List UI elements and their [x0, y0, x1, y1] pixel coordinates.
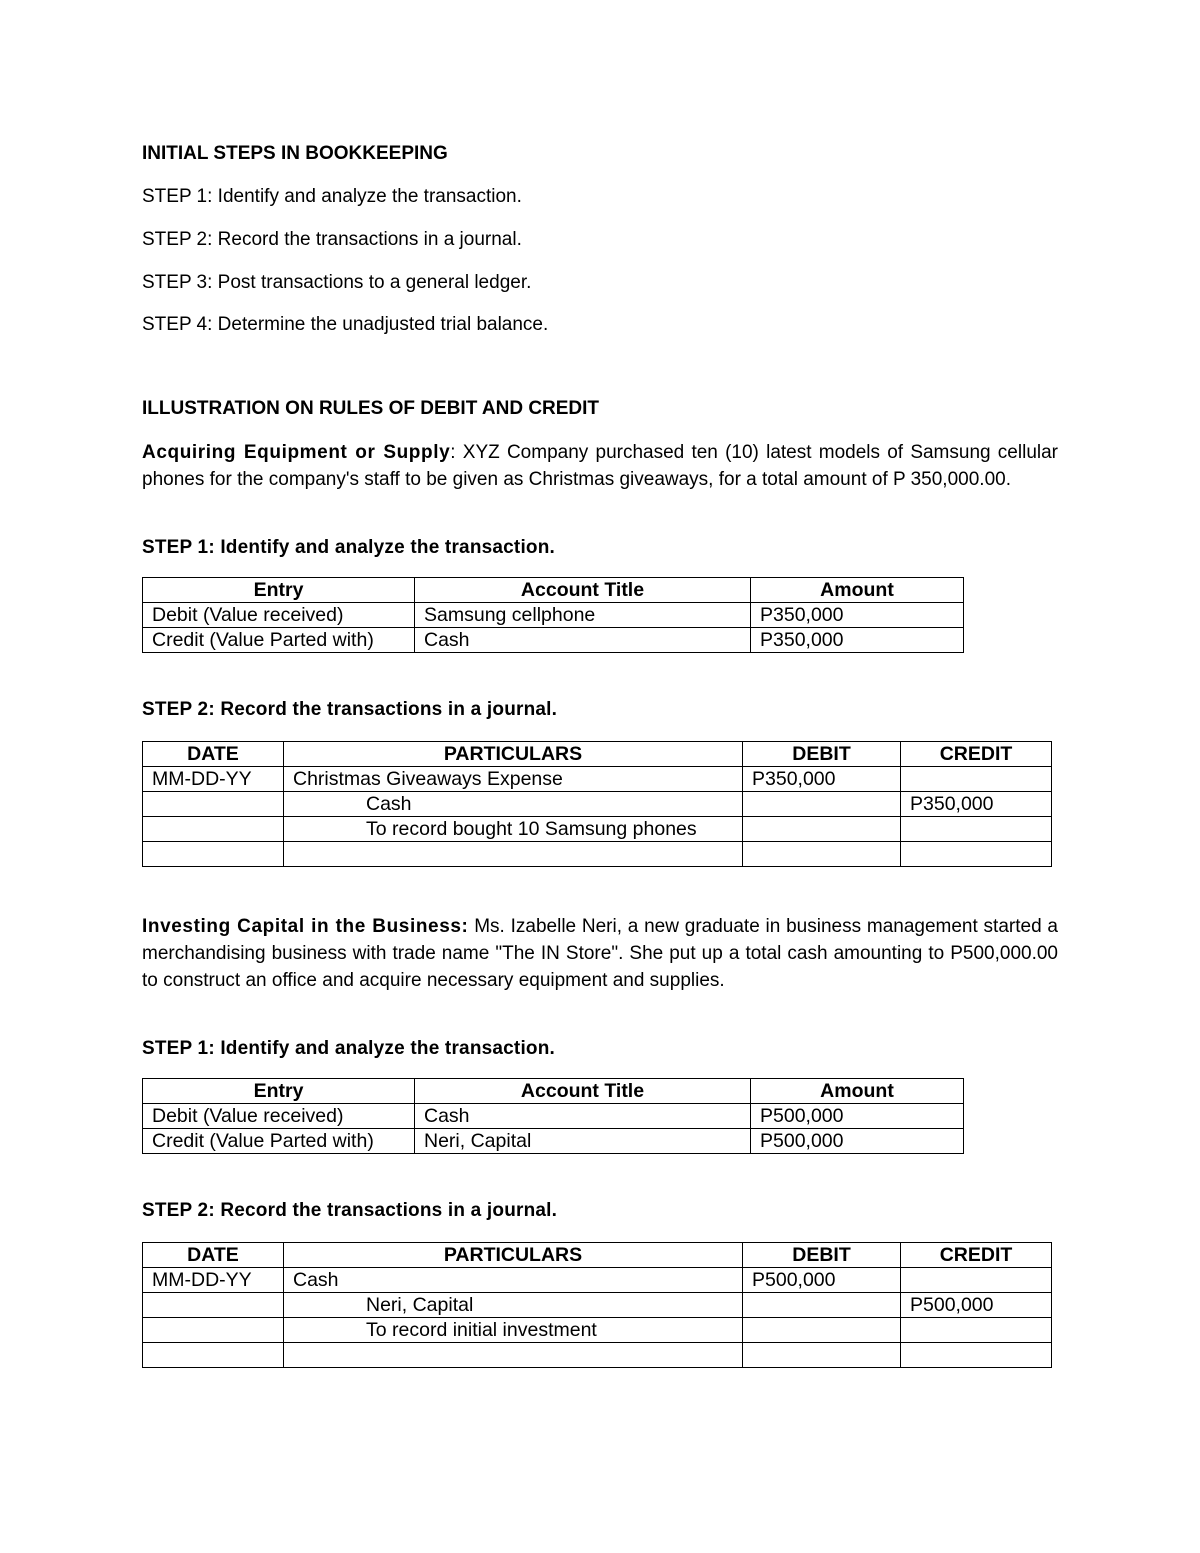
date-cell: [143, 842, 284, 867]
header-particulars: PARTICULARS: [284, 1243, 743, 1268]
table-row: [143, 817, 1052, 842]
step-line-4: STEP 4: Determine the unadjusted trial balance.: [142, 314, 549, 335]
header-debit: DEBIT: [743, 742, 901, 767]
date-cell: MM-DD-YY: [143, 1268, 284, 1293]
entry-cell: Credit (Value Parted with): [143, 1129, 415, 1154]
example1-label: Acquiring Equipment or Supply: [142, 442, 451, 463]
amount-cell: P500,000: [751, 1129, 964, 1154]
step-line-3: STEP 3: Post transactions to a general ledger.: [142, 272, 532, 293]
debit-cell: [743, 1318, 901, 1343]
header-account-title: Account Title: [415, 1079, 751, 1104]
table-row: [143, 1343, 1052, 1368]
header-date: DATE: [143, 742, 284, 767]
particulars-cell: Christmas Giveaways Expense: [284, 767, 743, 792]
credit-cell: [901, 767, 1052, 792]
credit-cell: [901, 842, 1052, 867]
step-line-1: STEP 1: Identify and analyze the transaction.: [142, 186, 522, 207]
debit-cell: [743, 842, 901, 867]
header-particulars: PARTICULARS: [284, 742, 743, 767]
table-row: [143, 1293, 1052, 1318]
debit-cell: [743, 1343, 901, 1368]
table-row: [143, 628, 964, 653]
debit-cell: P350,000: [743, 767, 901, 792]
credit-cell: [901, 817, 1052, 842]
example2-step2-title: STEP 2: Record the transactions in a journal.: [142, 1200, 558, 1221]
example1-step2-title: STEP 2: Record the transactions in a journal.: [142, 699, 558, 720]
credit-cell: [901, 1343, 1052, 1368]
header-credit: CREDIT: [901, 742, 1052, 767]
date-cell: [143, 1343, 284, 1368]
table-row: [143, 842, 1052, 867]
header-entry: Entry: [143, 578, 415, 603]
date-cell: [143, 792, 284, 817]
debit-cell: [743, 1293, 901, 1318]
table-header-row: [143, 1079, 964, 1104]
example1-step1-title: STEP 1: Identify and analyze the transaction.: [142, 537, 556, 558]
header-credit: CREDIT: [901, 1243, 1052, 1268]
amount-cell: P500,000: [751, 1104, 964, 1129]
table-row: [143, 792, 1052, 817]
particulars-cell: [284, 1343, 743, 1368]
credit-cell: [901, 1318, 1052, 1343]
header-date: DATE: [143, 1243, 284, 1268]
debit-cell: [743, 792, 901, 817]
header-account-title: Account Title: [415, 578, 751, 603]
account-cell: Neri, Capital: [415, 1129, 751, 1154]
particulars-cell: Neri, Capital: [284, 1293, 743, 1318]
table-row: [143, 767, 1052, 792]
step-line-2: STEP 2: Record the transactions in a journal.: [142, 229, 522, 250]
particulars-cell: Cash: [284, 792, 743, 817]
example2-paragraph: [142, 913, 1058, 994]
illustration-title: ILLUSTRATION ON RULES OF DEBIT AND CREDIT: [142, 398, 600, 419]
date-cell: [143, 1318, 284, 1343]
particulars-cell: [284, 842, 743, 867]
table-header-row: [143, 1243, 1052, 1268]
example1-text: : XYZ Company purchased ten (10) latest models of Samsung cellular phones for the company's staff to be given as Christmas giveaways, for a total amount of P 350,000.00.: [142, 442, 1059, 490]
example2-text: Ms. Izabelle Neri, a new graduate in business management started a merchandising business with trade name "The IN Store". She put up a total cash amounting to P500,000.00 to construct an office and acquire necessary equipment and supplies.: [142, 916, 1058, 991]
table-header-row: [143, 578, 964, 603]
entry-cell: Credit (Value Parted with): [143, 628, 415, 653]
debit-cell: P500,000: [743, 1268, 901, 1293]
date-cell: [143, 1293, 284, 1318]
table-header-row: [143, 742, 1052, 767]
header-amount: Amount: [751, 578, 964, 603]
particulars-cell: Cash: [284, 1268, 743, 1293]
page-title: INITIAL STEPS IN BOOKKEEPING: [142, 143, 448, 164]
account-cell: Cash: [415, 1104, 751, 1129]
header-amount: Amount: [751, 1079, 964, 1104]
example2-entry-table: [142, 1078, 964, 1154]
entry-cell: Debit (Value received): [143, 603, 415, 628]
example2-step1-title: STEP 1: Identify and analyze the transaction.: [142, 1038, 556, 1059]
header-entry: Entry: [143, 1079, 415, 1104]
table-row: [143, 1129, 964, 1154]
header-debit: DEBIT: [743, 1243, 901, 1268]
account-cell: Samsung cellphone: [415, 603, 751, 628]
credit-cell: [901, 1268, 1052, 1293]
table-row: [143, 1268, 1052, 1293]
debit-cell: [743, 817, 901, 842]
entry-cell: Debit (Value received): [143, 1104, 415, 1129]
table-row: [143, 1318, 1052, 1343]
table-row: [143, 1104, 964, 1129]
table-row: [143, 603, 964, 628]
particulars-cell: To record bought 10 Samsung phones: [284, 817, 743, 842]
credit-cell: P350,000: [901, 792, 1052, 817]
example2-label: Investing Capital in the Business:: [142, 916, 469, 937]
example1-entry-table: [142, 577, 964, 653]
date-cell: [143, 817, 284, 842]
particulars-cell: To record initial investment: [284, 1318, 743, 1343]
credit-cell: P500,000: [901, 1293, 1052, 1318]
amount-cell: P350,000: [751, 628, 964, 653]
example1-journal-table: [142, 741, 1052, 867]
date-cell: MM-DD-YY: [143, 767, 284, 792]
example2-journal-table: [142, 1242, 1052, 1368]
amount-cell: P350,000: [751, 603, 964, 628]
example1-paragraph: [142, 439, 1058, 493]
account-cell: Cash: [415, 628, 751, 653]
